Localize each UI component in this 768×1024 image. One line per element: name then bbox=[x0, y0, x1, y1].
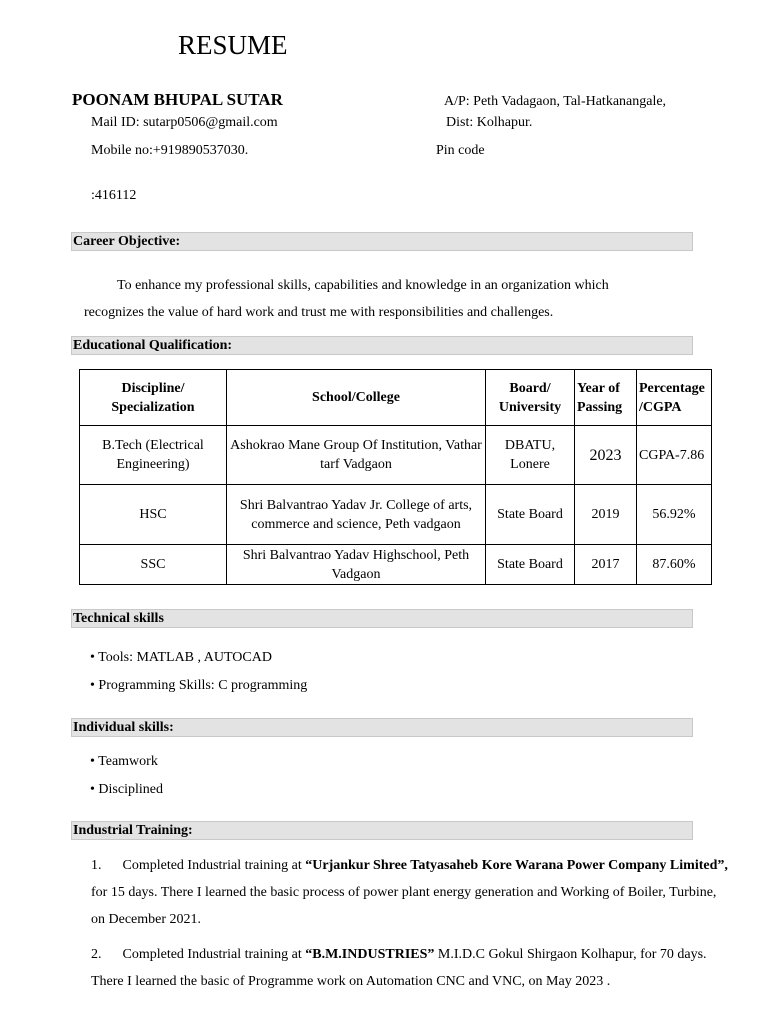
technical-skills-heading: Technical skills bbox=[71, 609, 693, 628]
training-item-1 bbox=[91, 852, 731, 933]
table-row bbox=[80, 485, 712, 545]
technical-skill-tools: Tools: MATLAB , AUTOCAD bbox=[98, 650, 272, 665]
training-text-pre: Completed Industrial training at bbox=[122, 947, 306, 962]
training-company: “B.M.INDUSTRIES” bbox=[305, 947, 435, 962]
pin-code-value: :416112 bbox=[91, 188, 137, 203]
list-item bbox=[90, 650, 272, 666]
training-company: “Urjankur Shree Tatyasaheb Kore Warana Power Company Limited”, bbox=[305, 858, 728, 873]
address-line-2: Dist: Kolhapur. bbox=[446, 115, 533, 130]
cell-board: State Board bbox=[486, 545, 575, 585]
individual-skill-disciplined: Disciplined bbox=[98, 782, 163, 797]
cell-discipline: HSC bbox=[80, 485, 227, 545]
education-header-row bbox=[80, 370, 712, 426]
cell-school: Shri Balvantrao Yadav Jr. College of arts, commerce and science, Peth vadgaon bbox=[227, 485, 486, 545]
cell-percentage: 87.60% bbox=[637, 545, 712, 585]
bullet-icon: • bbox=[90, 782, 95, 797]
table-row bbox=[80, 545, 712, 585]
cell-school: Ashokrao Mane Group Of Institution, Vathar tarf Vadgaon bbox=[227, 426, 486, 485]
training-text-post: for 15 days. There I learned the basic process of power plant energy generation and Working of Boiler, Turbine, on December 2021. bbox=[91, 885, 717, 927]
education-table bbox=[79, 369, 712, 585]
pin-code-label: Pin code bbox=[436, 143, 485, 158]
cell-discipline: B.Tech (Electrical Engineering) bbox=[80, 426, 227, 485]
header-school: School/College bbox=[227, 370, 486, 426]
cell-year: 2023 bbox=[575, 426, 637, 485]
address-line-1: A/P: Peth Vadagaon, Tal-Hatkanangale, bbox=[444, 94, 667, 109]
bullet-icon: • bbox=[90, 678, 95, 693]
list-item bbox=[90, 782, 163, 798]
career-objective-line-1: To enhance my professional skills, capabilities and knowledge in an organization which bbox=[117, 278, 609, 293]
cell-year: 2017 bbox=[575, 545, 637, 585]
individual-skills-heading: Individual skills: bbox=[71, 718, 693, 737]
technical-skill-programming: Programming Skills: C programming bbox=[98, 678, 308, 693]
training-number: 1. bbox=[91, 858, 102, 873]
industrial-training-heading: Industrial Training: bbox=[71, 821, 693, 840]
career-objective-heading: Career Objective: bbox=[71, 232, 693, 251]
list-item bbox=[90, 678, 307, 694]
education-heading: Educational Qualification: bbox=[71, 336, 693, 355]
mail-id: Mail ID: sutarp0506@gmail.com bbox=[91, 115, 278, 130]
cell-board: DBATU, Lonere bbox=[486, 426, 575, 485]
candidate-name: POONAM BHUPAL SUTAR bbox=[72, 90, 283, 109]
cell-percentage: CGPA-7.86 bbox=[637, 426, 712, 485]
cell-board: State Board bbox=[486, 485, 575, 545]
training-text-pre: Completed Industrial training at bbox=[122, 858, 306, 873]
header-board: Board/ University bbox=[486, 370, 575, 426]
training-text-post: M.I.D.C Gokul Shirgaon Kolhapur, for 70 days. There I learned the basic of Programme work on Automation CNC and VNC, on May 2023 . bbox=[91, 947, 707, 989]
training-item-2 bbox=[91, 941, 731, 995]
header-year: Year of Passing bbox=[575, 370, 637, 426]
table-row bbox=[80, 426, 712, 485]
cell-year: 2019 bbox=[575, 485, 637, 545]
resume-title: RESUME bbox=[178, 30, 288, 60]
bullet-icon: • bbox=[90, 754, 95, 769]
career-objective-line-2: recognizes the value of hard work and trust me with responsibilities and challenges. bbox=[84, 305, 554, 320]
cell-school: Shri Balvantrao Yadav Highschool, Peth Vadgaon bbox=[227, 545, 486, 585]
individual-skill-teamwork: Teamwork bbox=[98, 754, 158, 769]
training-number: 2. bbox=[91, 947, 102, 962]
cell-discipline: SSC bbox=[80, 545, 227, 585]
bullet-icon: • bbox=[90, 650, 95, 665]
header-percentage: Percentage /CGPA bbox=[637, 370, 712, 426]
mobile-number: Mobile no:+919890537030. bbox=[91, 143, 249, 158]
list-item bbox=[90, 754, 158, 770]
cell-percentage: 56.92% bbox=[637, 485, 712, 545]
header-discipline: Discipline/ Specialization bbox=[80, 370, 227, 426]
